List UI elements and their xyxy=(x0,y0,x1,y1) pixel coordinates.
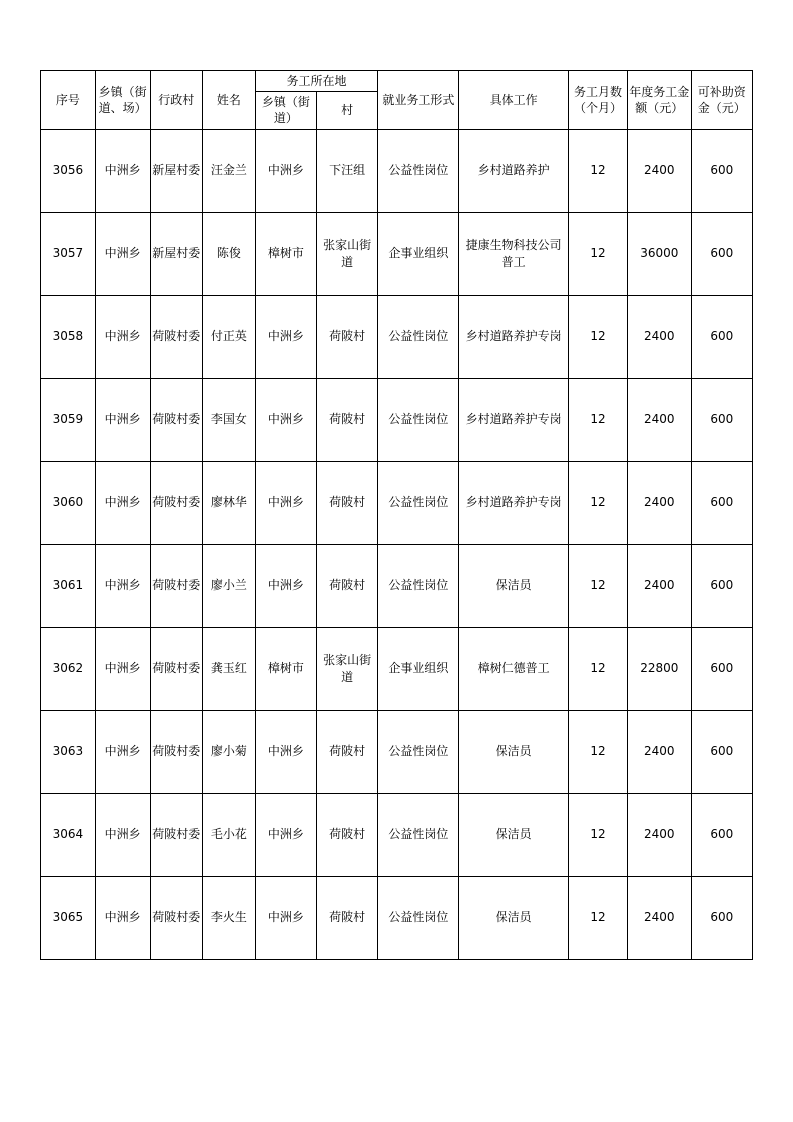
cell-name: 付正英 xyxy=(203,295,256,378)
cell-employment-form: 公益性岗位 xyxy=(378,378,459,461)
cell-employment-form: 企事业组织 xyxy=(378,627,459,710)
cell-village: 荷陂村委 xyxy=(150,793,203,876)
cell-job: 保洁员 xyxy=(459,793,569,876)
cell-village: 荷陂村委 xyxy=(150,461,203,544)
column-header-job: 具体工作 xyxy=(459,71,569,130)
cell-annual-amount: 2400 xyxy=(628,295,692,378)
cell-work-village: 荷陂村 xyxy=(316,461,377,544)
cell-subsidy: 600 xyxy=(691,295,752,378)
cell-name: 毛小花 xyxy=(203,793,256,876)
cell-work-town: 中洲乡 xyxy=(255,710,316,793)
cell-town: 中洲乡 xyxy=(95,793,150,876)
cell-subsidy: 600 xyxy=(691,793,752,876)
cell-job: 保洁员 xyxy=(459,544,569,627)
cell-work-town: 中洲乡 xyxy=(255,544,316,627)
cell-annual-amount: 2400 xyxy=(628,544,692,627)
cell-employment-form: 公益性岗位 xyxy=(378,295,459,378)
cell-work-town: 中洲乡 xyxy=(255,876,316,959)
cell-work-village: 张家山街道 xyxy=(316,212,377,295)
cell-seq: 3056 xyxy=(41,129,96,212)
cell-name: 陈俊 xyxy=(203,212,256,295)
cell-job: 保洁员 xyxy=(459,710,569,793)
cell-annual-amount: 2400 xyxy=(628,710,692,793)
cell-work-town: 中洲乡 xyxy=(255,295,316,378)
cell-village: 荷陂村委 xyxy=(150,627,203,710)
cell-work-town: 樟树市 xyxy=(255,627,316,710)
cell-town: 中洲乡 xyxy=(95,378,150,461)
cell-months: 12 xyxy=(568,129,627,212)
cell-seq: 3063 xyxy=(41,710,96,793)
cell-employment-form: 公益性岗位 xyxy=(378,461,459,544)
cell-months: 12 xyxy=(568,295,627,378)
table-header xyxy=(41,71,753,130)
table-row xyxy=(41,710,753,793)
table-body xyxy=(41,129,753,959)
cell-annual-amount: 36000 xyxy=(628,212,692,295)
cell-months: 12 xyxy=(568,461,627,544)
cell-seq: 3058 xyxy=(41,295,96,378)
cell-months: 12 xyxy=(568,212,627,295)
table-row xyxy=(41,378,753,461)
column-header-town: 乡镇（街道、场） xyxy=(95,71,150,130)
cell-job: 乡村道路养护专岗 xyxy=(459,378,569,461)
cell-name: 汪金兰 xyxy=(203,129,256,212)
cell-subsidy: 600 xyxy=(691,710,752,793)
cell-job: 捷康生物科技公司普工 xyxy=(459,212,569,295)
cell-months: 12 xyxy=(568,378,627,461)
cell-village: 荷陂村委 xyxy=(150,378,203,461)
cell-job: 乡村道路养护专岗 xyxy=(459,461,569,544)
cell-annual-amount: 2400 xyxy=(628,793,692,876)
cell-work-village: 张家山街道 xyxy=(316,627,377,710)
column-header-employment-form: 就业务工形式 xyxy=(378,71,459,130)
cell-town: 中洲乡 xyxy=(95,295,150,378)
cell-name: 李火生 xyxy=(203,876,256,959)
cell-months: 12 xyxy=(568,710,627,793)
cell-work-town: 中洲乡 xyxy=(255,461,316,544)
cell-work-town: 中洲乡 xyxy=(255,129,316,212)
cell-annual-amount: 2400 xyxy=(628,129,692,212)
cell-subsidy: 600 xyxy=(691,461,752,544)
cell-subsidy: 600 xyxy=(691,627,752,710)
cell-months: 12 xyxy=(568,627,627,710)
cell-subsidy: 600 xyxy=(691,212,752,295)
cell-name: 廖小兰 xyxy=(203,544,256,627)
cell-work-town: 中洲乡 xyxy=(255,378,316,461)
cell-annual-amount: 2400 xyxy=(628,378,692,461)
cell-village: 新屋村委 xyxy=(150,129,203,212)
column-header-work-village: 村 xyxy=(316,92,377,129)
cell-work-village: 荷陂村 xyxy=(316,295,377,378)
cell-work-village: 荷陂村 xyxy=(316,710,377,793)
cell-employment-form: 企事业组织 xyxy=(378,212,459,295)
cell-name: 李国女 xyxy=(203,378,256,461)
cell-employment-form: 公益性岗位 xyxy=(378,793,459,876)
table-row xyxy=(41,627,753,710)
cell-employment-form: 公益性岗位 xyxy=(378,876,459,959)
table-row xyxy=(41,544,753,627)
cell-job: 保洁员 xyxy=(459,876,569,959)
cell-work-village: 荷陂村 xyxy=(316,793,377,876)
cell-town: 中洲乡 xyxy=(95,212,150,295)
cell-seq: 3064 xyxy=(41,793,96,876)
cell-seq: 3061 xyxy=(41,544,96,627)
cell-subsidy: 600 xyxy=(691,378,752,461)
cell-months: 12 xyxy=(568,544,627,627)
cell-work-town: 樟树市 xyxy=(255,212,316,295)
cell-village: 新屋村委 xyxy=(150,212,203,295)
cell-work-village: 荷陂村 xyxy=(316,876,377,959)
cell-annual-amount: 22800 xyxy=(628,627,692,710)
header-row-top xyxy=(41,71,753,92)
table-row xyxy=(41,876,753,959)
table-row xyxy=(41,212,753,295)
table-row xyxy=(41,461,753,544)
cell-subsidy: 600 xyxy=(691,129,752,212)
cell-seq: 3065 xyxy=(41,876,96,959)
cell-town: 中洲乡 xyxy=(95,461,150,544)
cell-work-village: 下汪组 xyxy=(316,129,377,212)
column-header-work-town: 乡镇（街道） xyxy=(255,92,316,129)
employment-subsidy-table xyxy=(40,70,753,960)
cell-name: 廖小菊 xyxy=(203,710,256,793)
cell-employment-form: 公益性岗位 xyxy=(378,544,459,627)
cell-town: 中洲乡 xyxy=(95,627,150,710)
cell-town: 中洲乡 xyxy=(95,129,150,212)
cell-village: 荷陂村委 xyxy=(150,295,203,378)
column-header-work-location-group: 务工所在地 xyxy=(255,71,378,92)
table-row xyxy=(41,129,753,212)
cell-subsidy: 600 xyxy=(691,876,752,959)
cell-subsidy: 600 xyxy=(691,544,752,627)
cell-employment-form: 公益性岗位 xyxy=(378,710,459,793)
cell-seq: 3060 xyxy=(41,461,96,544)
cell-job: 樟树仁德普工 xyxy=(459,627,569,710)
column-header-subsidy: 可补助资金（元） xyxy=(691,71,752,130)
cell-village: 荷陂村委 xyxy=(150,876,203,959)
cell-town: 中洲乡 xyxy=(95,544,150,627)
cell-work-village: 荷陂村 xyxy=(316,544,377,627)
cell-seq: 3059 xyxy=(41,378,96,461)
cell-name: 廖林华 xyxy=(203,461,256,544)
cell-annual-amount: 2400 xyxy=(628,461,692,544)
cell-months: 12 xyxy=(568,793,627,876)
cell-village: 荷陂村委 xyxy=(150,544,203,627)
cell-work-town: 中洲乡 xyxy=(255,793,316,876)
table-row xyxy=(41,793,753,876)
column-header-annual-amount: 年度务工金额（元） xyxy=(628,71,692,130)
column-header-months: 务工月数（个月） xyxy=(568,71,627,130)
column-header-name: 姓名 xyxy=(203,71,256,130)
cell-town: 中洲乡 xyxy=(95,876,150,959)
column-header-seq: 序号 xyxy=(41,71,96,130)
cell-name: 龚玉红 xyxy=(203,627,256,710)
cell-work-village: 荷陂村 xyxy=(316,378,377,461)
cell-months: 12 xyxy=(568,876,627,959)
column-header-village: 行政村 xyxy=(150,71,203,130)
cell-annual-amount: 2400 xyxy=(628,876,692,959)
table-row xyxy=(41,295,753,378)
cell-job: 乡村道路养护专岗 xyxy=(459,295,569,378)
cell-job: 乡村道路养护 xyxy=(459,129,569,212)
cell-seq: 3057 xyxy=(41,212,96,295)
cell-seq: 3062 xyxy=(41,627,96,710)
cell-employment-form: 公益性岗位 xyxy=(378,129,459,212)
cell-town: 中洲乡 xyxy=(95,710,150,793)
cell-village: 荷陂村委 xyxy=(150,710,203,793)
